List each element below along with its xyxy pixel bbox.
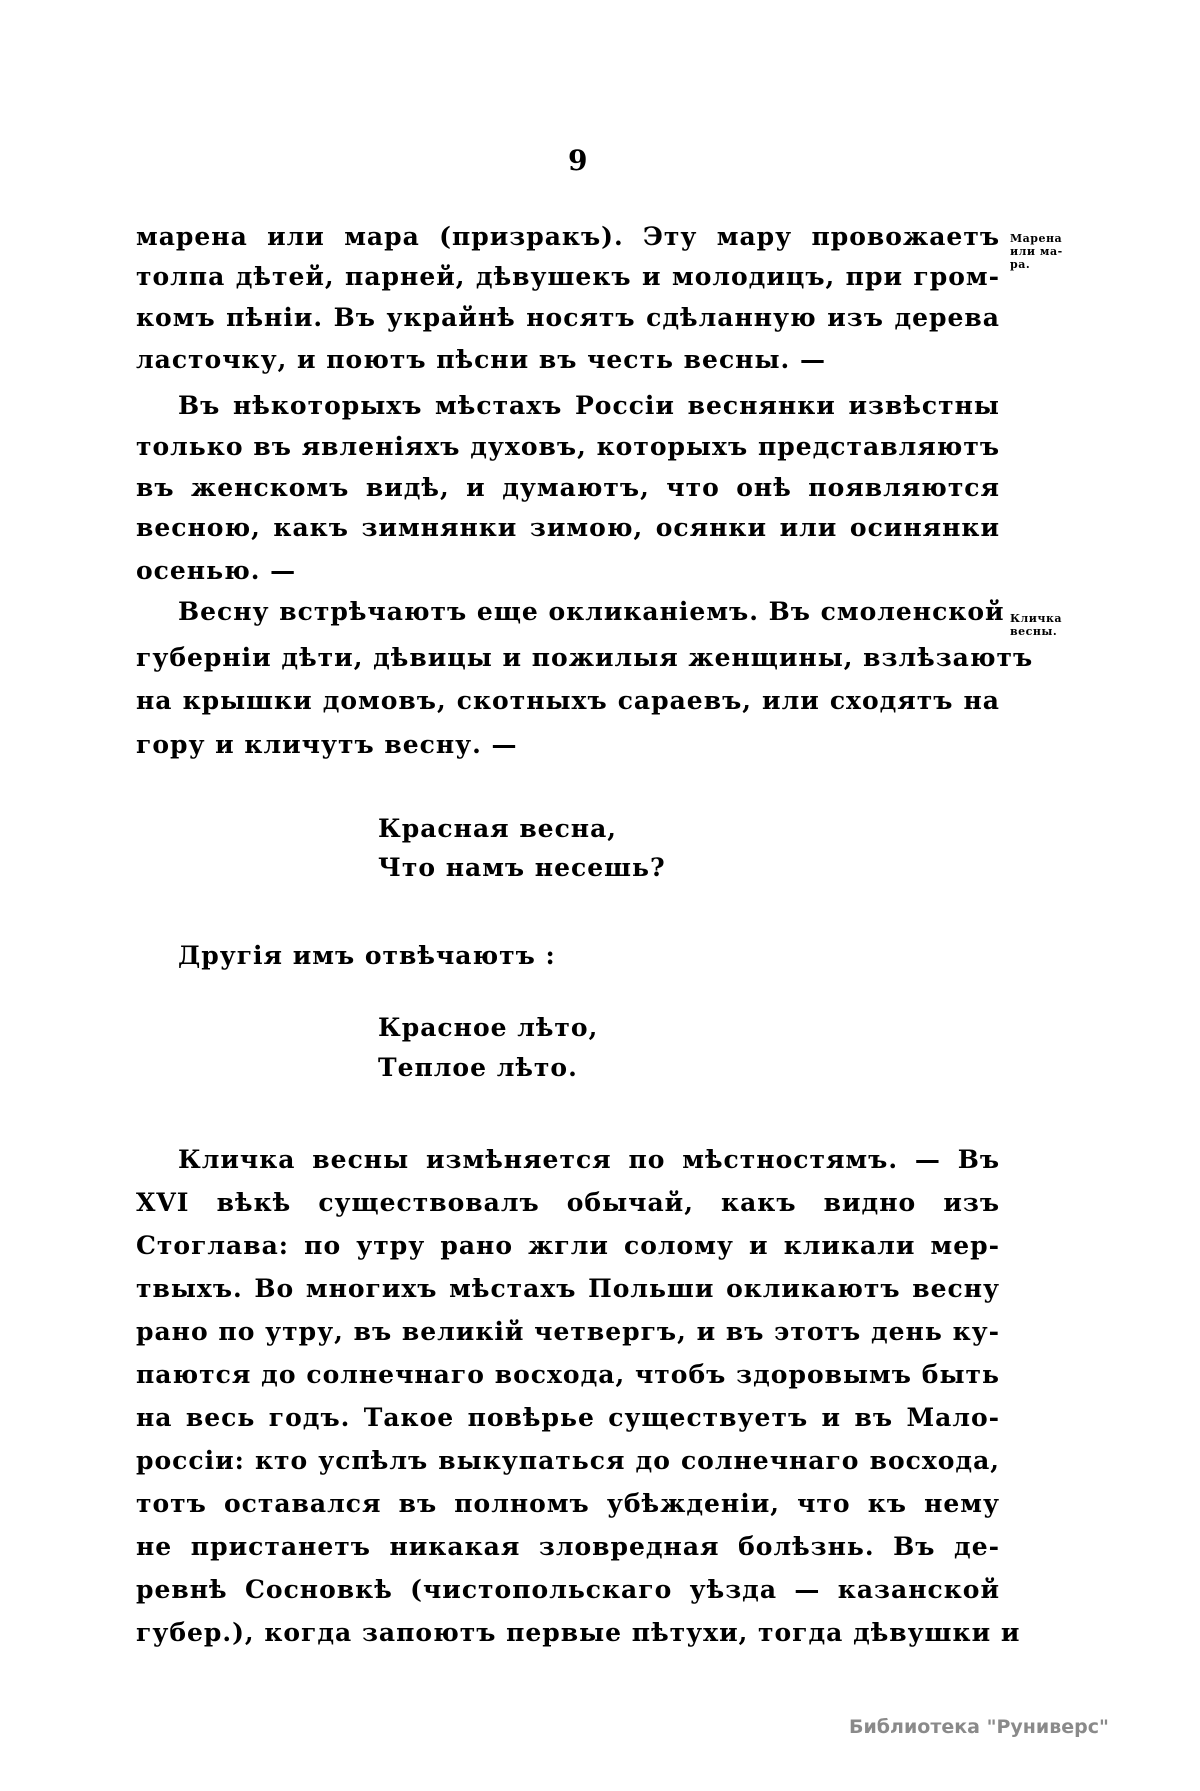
text-line: россіи: кто успѣлъ выкупаться до солнечнаго восхода, [136,1446,1000,1475]
margin-note-line: или ма- [1010,245,1063,258]
text-line: только въ явленіяхъ духовъ, которыхъ представляютъ [136,432,1000,461]
text-line: Стоглава: по утру рано жгли солому и кликали мер- [136,1231,1000,1260]
text-line: XVI вѣкѣ существовалъ обычай, какъ видно изъ [136,1188,1000,1217]
text-line: ласточку, и поютъ пѣсни въ честь весны. — [136,345,826,374]
margin-note [1010,612,1062,638]
text-line: Въ нѣкоторыхъ мѣстахъ Россіи веснянки извѣстны [178,391,1000,420]
text-line: на весь годъ. Такое повѣрье существуетъ и въ Мало- [136,1403,1000,1432]
text-line: губерніи дѣти, дѣвицы и пожилыя женщины, взлѣзаютъ [136,643,1034,672]
text-line: губер.), когда запоютъ первые пѣтухи, тогда дѣвушки и [136,1618,1021,1647]
text-line: осенью. — [136,556,297,585]
library-watermark: Библиотека "Руниверс" [849,1716,1109,1738]
reply-intro: Другія имъ отвѣчаютъ : [178,941,556,970]
text-line: въ женскомъ видѣ, и думаютъ, что онѣ появляются [136,473,1000,502]
verse-line: Красная весна, [378,814,618,843]
verse-line: Что намъ несешь? [378,853,666,882]
verse-line: Теплое лѣто. [378,1053,578,1082]
margin-note-line: весны. [1010,625,1058,638]
text-line: не пристанетъ никакая зловредная болѣзнь. Въ де- [136,1532,1000,1561]
text-line: гору и кличутъ весну. — [136,730,518,759]
text-line: Кличка весны измѣняется по мѣстностямъ. — Въ [178,1145,1000,1174]
text-line: паются до солнечнаго восхода, чтобъ здоровымъ быть [136,1360,1000,1389]
verse-line: Красное лѣто, [378,1013,599,1042]
text-line: весною, какъ зимнянки зимою, осянки или осинянки [136,513,1000,542]
page-number: 9 [568,144,588,177]
margin-note-line: ра. [1010,258,1031,271]
text-line: Весну встрѣчаютъ еще окликаніемъ. Въ смоленской [178,597,1005,626]
text-line: на крышки домовъ, скотныхъ сараевъ, или сходятъ на [136,686,1000,715]
text-line: марена или мара (призракъ). Эту мару провожаетъ [136,222,1000,251]
text-line: толпа дѣтей, парней, дѣвушекъ и молодицъ, при гром- [136,262,1000,291]
text-line: ревнѣ Сосновкѣ (чистопольскаго уѣзда — казанской [136,1575,1000,1604]
margin-note-line: Марена [1010,232,1063,245]
text-line: комъ пѣніи. Въ украйнѣ носятъ сдѣланную изъ дерева [136,303,1000,332]
text-line: рано по утру, въ великій четвергъ, и въ этотъ день ку- [136,1317,1000,1346]
margin-note-line: Кличка [1010,612,1063,625]
text-line: тотъ оставался въ полномъ убѣжденіи, что къ нему [136,1489,1000,1518]
margin-note [1010,232,1063,271]
text-line: твыхъ. Во многихъ мѣстахъ Польши окликаютъ весну [136,1274,1000,1303]
